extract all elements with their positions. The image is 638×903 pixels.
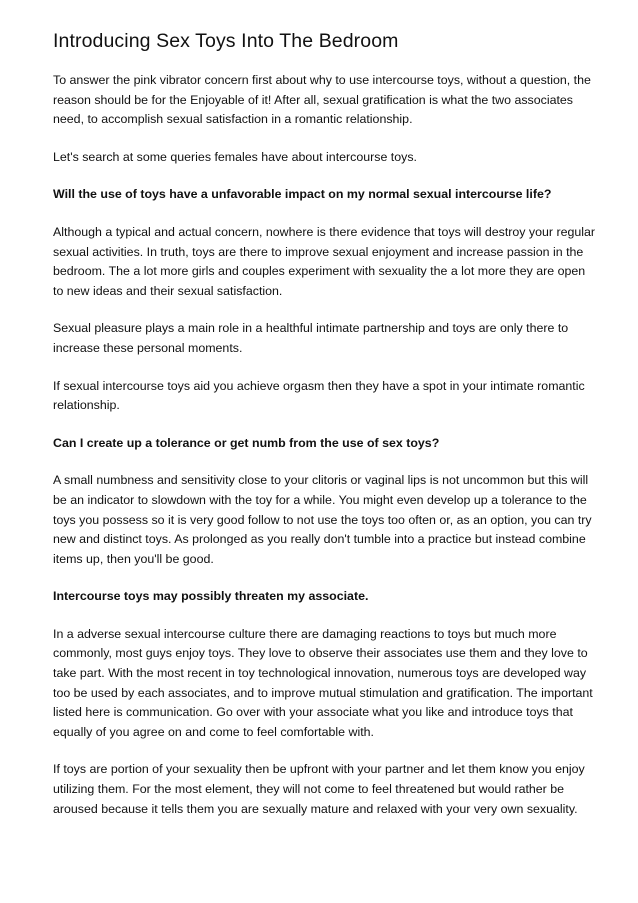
paragraph-culture: In a adverse sexual intercourse culture there are damaging reactions to toys but much more commonly, most guys enjoy toys. They love to observe their associates use them and they love to take part. With the most recent in toy technological innovation, numerous toys are developed way too be used by each associates, and to improve mutual stimulation and gratification. The important listed here is communication. Go over with your associate what you like and introduce toys that equally of you agree on and come to feel comfortable with.	[53, 626, 593, 739]
question-heading-impact: Will the use of toys have a unfavorable impact on my normal sexual intercourse life?	[53, 187, 552, 202]
question-heading-tolerance: Can I create up a tolerance or get numb from the use of sex toys?	[53, 435, 440, 450]
paragraph-queries: Let's search at some queries females have about intercourse toys.	[53, 149, 417, 164]
paragraph-orgasm: If sexual intercourse toys aid you achieve orgasm then they have a spot in your intimate romantic relationship.	[53, 378, 585, 413]
paragraph-pleasure: Sexual pleasure plays a main role in a healthful intimate partnership and toys are only there to increase these personal moments.	[53, 321, 569, 355]
paragraph-concern: Although a typical and actual concern, nowhere is there evidence that toys will destroy your regular sexual activities. In truth, toys are there to improve sexual enjoyment and increase passion in the bedroom. The a lot more girls and couples experiment with sexuality the a lot more they are open to new ideas and their sexual satisfaction.	[53, 224, 596, 298]
question-heading-threaten: Intercourse toys may possibly threaten my associate.	[53, 589, 369, 604]
paragraph-intro: To answer the pink vibrator concern first about why to use intercourse toys, without a question, the reason should be for the Enjoyable of it! After all, sexual gratification is what the two associates need, to accomplish sexual satisfaction in a romantic relationship.	[53, 73, 591, 127]
paragraph-numbness: A small numbness and sensitivity close to your clitoris or vaginal lips is not uncommon but this will be an indicator to slowdown with the toy for a while. You might even develop up a tolerance to the toys you possess so it is very good follow to not use the toys too often or, as an option, you can try new and distinct toys. As prolonged as you really don't tumble into a practice but instead combine items up, then you'll be good.	[53, 473, 592, 566]
paragraph-upfront: If toys are portion of your sexuality then be upfront with your partner and let them know you enjoy utilizing them. For the most element, they will not come to feel threatened but would rather be aroused because it tells them you are sexually mature and relaxed with your very own sexuality.	[53, 762, 585, 816]
page-title: Introducing Sex Toys Into The Bedroom	[53, 30, 399, 52]
